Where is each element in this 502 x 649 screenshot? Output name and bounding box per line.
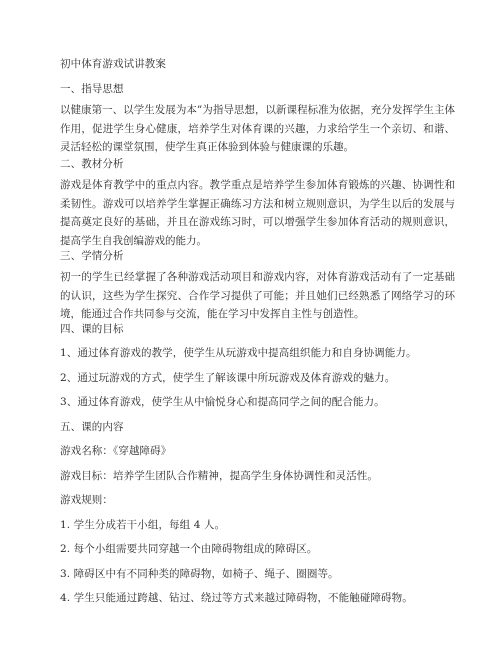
section-body-student-analysis: 初一的学生已经掌握了各种游戏活动项目和游戏内容，对体育游戏活动有了一定基础的认识，这些为学生探究、合作学习提供了可能；并且她们已经熟悉了网络学习的环境，能通过合作共同参与交流，能在学习中发挥自主性与创造性。 <box>60 271 455 320</box>
section-heading-guiding-ideology: 一、指导思想 <box>60 83 124 95</box>
game-name: 游戏名称：《穿越障碍》 <box>60 445 172 457</box>
section-heading-lesson-goals: 四、课的目标 <box>60 323 124 335</box>
game-rule-item-1: 1. 学生分成若干小组，每组 4 人。 <box>60 519 226 531</box>
section-heading-student-analysis: 三、学情分析 <box>60 250 124 262</box>
goal-item-2: 2、通过玩游戏的方式，使学生了解该课中所玩游戏及体育游戏的魅力。 <box>60 372 396 384</box>
section-heading-material-analysis: 二、教材分析 <box>60 158 124 170</box>
game-goal: 游戏目标：培养学生团队合作精神，提高学生身体协调性和灵活性。 <box>60 470 378 482</box>
section-body-guiding-ideology: 以健康第一、以学生发展为本”为指导思想，以新课程标准为依据，充分发挥学生主体作用，促进学生身心健康，培养学生对体育课的兴趣，力求给学生一个亲切、和谐、灵活轻松的课堂氛围，使学生真正体验到体验与健康课的乐趣。 <box>60 104 455 153</box>
game-rule-item-3: 3. 障碍区中有不同种类的障碍物，如椅子、绳子、圈圈等。 <box>60 568 339 580</box>
game-rules-label: 游戏规则： <box>60 494 113 506</box>
goal-item-3: 3、通过体育游戏，使学生从中愉悦身心和提高同学之间的配合能力。 <box>60 396 385 408</box>
document-title: 初中体育游戏试讲教案 <box>60 58 166 70</box>
game-rule-item-4: 4. 学生只能通过跨越、钻过、绕过等方式来越过障碍物，不能触碰障碍物。 <box>60 592 413 604</box>
section-body-material-analysis: 游戏是体育教学中的重点内容。教学重点是培养学生参加体育锻炼的兴趣、协调性和柔韧性。游戏可以培养学生掌握正确练习方法和树立规则意识，为学生以后的发展与提高奠定良好的基础，并且在游戏练习时，可以增强学生参加体育活动的规则意识，提高学生自我创编游戏的能力。 <box>60 179 455 247</box>
section-heading-lesson-content: 五、课的内容 <box>60 421 124 433</box>
goal-item-1: 1、通过体育游戏的教学，使学生从玩游戏中提高组织能力和自身协调能力。 <box>60 347 417 359</box>
game-rule-item-2: 2. 每个小组需要共同穿越一个由障碍物组成的障碍区。 <box>60 543 318 555</box>
